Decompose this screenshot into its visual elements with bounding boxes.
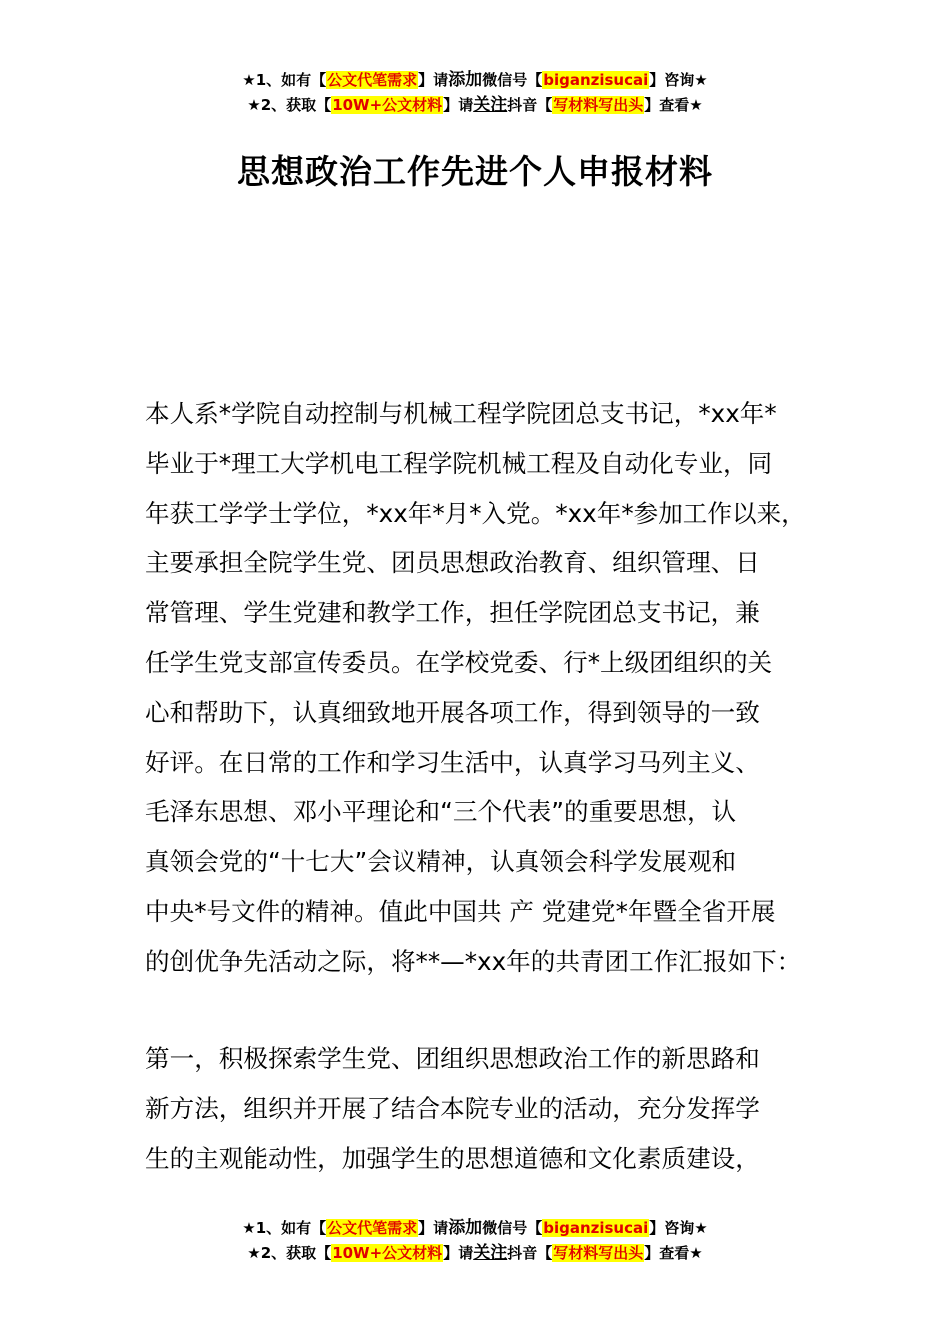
promo-highlight: 写材料写出头 [553,96,644,114]
text-line: 毛泽东思想、邓小平理论和“三个代表”的重要思想，认 [145,797,737,827]
text-line: 中央*号文件的精神。值此中国共 产 党建党*年暨全省开展 [145,896,776,926]
promo-text: 抖音【 [507,1244,553,1262]
promo-text: 微信号【 [482,1219,543,1237]
promo-text: 】咨询★ [649,71,708,89]
promo-banner-bottom [0,1216,950,1266]
text-line: 本人系*学院自动控制与机械工程学院团总支书记，*xx年* [145,399,777,428]
promo-line-1 [0,68,950,93]
promo-text: 抖音【 [507,96,553,114]
text-line: 心和帮助下，认真细致地开展各项工作，得到领导的一致 [145,697,760,727]
text-line: 第一，积极探索学生党、团组织思想政治工作的新思路和 [145,1044,760,1073]
promo-text: 】请 [418,1219,449,1237]
promo-text: 】请 [443,1244,474,1262]
promo-text: ★1、如有【 [242,1219,327,1237]
promo-emphasis: 关注 [473,95,508,115]
promo-text: 微信号【 [482,71,543,89]
promo-text: 】查看★ [644,96,703,114]
promo-highlight: biganzisucai [543,71,649,89]
text-line: 主要承担全院学生党、团员思想政治教育、组织管理、日 [145,548,760,578]
text-line: 常管理、学生党建和教学工作，担任学院团总支书记，兼 [145,598,760,628]
promo-highlight: 公文代笔需求 [327,1219,418,1237]
promo-text: ★1、如有【 [242,71,327,89]
promo-highlight: 公文代笔需求 [327,71,418,89]
promo-text: ★2、获取【 [247,1244,332,1262]
body-paragraph-1 [145,389,835,987]
promo-banner-top [0,68,950,118]
text-line: 真领会党的“十七大”会议精神，认真领会科学发展观和 [145,847,737,877]
text-line: 任学生党支部宣传委员。在学校党委、行*上级团组织的关 [145,647,773,677]
promo-line-2 [0,1241,950,1266]
promo-emphasis: 关注 [473,1243,508,1263]
promo-highlight: 10W+公文材料 [332,1244,443,1262]
text-line: 年获工学学士学位，*xx年*月*入党。*xx年*参加工作以来， [145,498,806,528]
promo-emphasis: 添加 [448,70,483,90]
promo-line-2 [0,93,950,118]
promo-emphasis: 添加 [448,1218,483,1238]
text-line: 的创优争先活动之际，将**—*xx年的共青团工作汇报如下： [145,946,802,976]
promo-text: ★2、获取【 [247,96,332,114]
promo-text: 】请 [418,71,449,89]
promo-line-1 [0,1216,950,1241]
promo-text: 】请 [443,96,474,114]
text-line: 生的主观能动性，加强学生的思想道德和文化素质建设， [145,1143,760,1173]
text-line: 新方法，组织并开展了结合本院专业的活动，充分发挥学 [145,1093,760,1123]
body-paragraph-2 [145,1034,835,1183]
text-line: 好评。在日常的工作和学习生活中，认真学习马列主义、 [145,747,760,777]
promo-text: 】咨询★ [649,1219,708,1237]
promo-highlight: 10W+公文材料 [332,96,443,114]
promo-highlight: 写材料写出头 [553,1244,644,1262]
promo-text: 】查看★ [644,1244,703,1262]
promo-highlight: biganzisucai [543,1219,649,1237]
text-line: 毕业于*理工大学机电工程学院机械工程及自动化专业，同 [145,448,773,478]
document-title: 思想政治工作先进个人申报材料 [237,152,713,191]
